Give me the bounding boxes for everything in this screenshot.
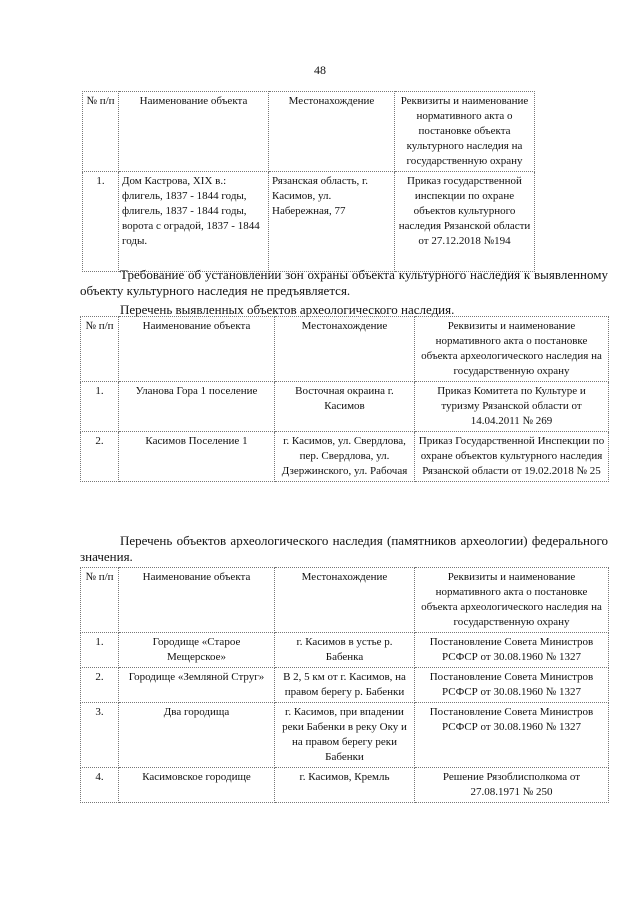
- table-header-row: [83, 92, 535, 172]
- cell-location: В 2, 5 км от г. Касимов, на правом берегу р. Бабенки: [275, 668, 415, 703]
- zone-requirement-paragraph: Требование об установлении зон охраны объекта культурного наследия к выявленному объекту культурного наследия не предъявляется.: [80, 267, 608, 298]
- cell-requisites: Приказ Комитета по Культуре и туризму Рязанской области от 14.04.2011 № 269: [415, 382, 609, 432]
- header-location: Местонахождение: [275, 568, 415, 633]
- cell-number: 3.: [81, 703, 119, 768]
- cell-number: 1.: [81, 382, 119, 432]
- cell-number: 2.: [81, 668, 119, 703]
- table-header-row: [81, 568, 609, 633]
- cell-object-name: Дом Кастрова, XIX в.: флигель, 1837 - 1844 годы, флигель, 1837 - 1844 годы, ворота с оградой, 1837 - 1844 годы.: [119, 172, 269, 272]
- cell-object-name: Городище «Старое Мещерское»: [119, 633, 275, 668]
- cell-object-name: Касимов Поселение 1: [119, 432, 275, 482]
- table-row: [83, 172, 535, 272]
- table-row: [81, 382, 609, 432]
- cell-requisites: Приказ Государственной Инспекции по охране объектов культурного наследия Рязанской области от 19.02.2018 № 25: [415, 432, 609, 482]
- page-number: 48: [314, 63, 326, 77]
- header-object-name: Наименование объекта: [119, 568, 275, 633]
- federal-archaeology-table: [80, 567, 609, 803]
- cell-number: 4.: [81, 768, 119, 803]
- header-number: № п/п: [81, 568, 119, 633]
- cell-object-name: Касимовское городище: [119, 768, 275, 803]
- cell-requisites: Постановление Совета Министров РСФСР от 30.08.1960 № 1327: [415, 668, 609, 703]
- header-number: № п/п: [81, 317, 119, 382]
- header-object-name: Наименование объекта: [119, 92, 269, 172]
- header-requisites: Реквизиты и наименование нормативного акта о постановке объекта археологического наследия на государственную охрану: [415, 568, 609, 633]
- cell-requisites: Постановление Совета Министров РСФСР от 30.08.1960 № 1327: [415, 633, 609, 668]
- table-row: [81, 633, 609, 668]
- cell-requisites: Приказ государственной инспекции по охране объектов культурного наследия Рязанской области от 27.12.2018 №194: [395, 172, 535, 272]
- cell-requisites: Постановление Совета Министров РСФСР от 30.08.1960 № 1327: [415, 703, 609, 768]
- cell-number: 1.: [81, 633, 119, 668]
- cell-object-name: Уланова Гора 1 поселение: [119, 382, 275, 432]
- cell-number: 1.: [83, 172, 119, 272]
- header-number: № п/п: [83, 92, 119, 172]
- cell-number: 2.: [81, 432, 119, 482]
- header-object-name: Наименование объекта: [119, 317, 275, 382]
- identified-objects-heading: Перечень выявленных объектов археологического наследия.: [120, 302, 455, 317]
- cell-object-name: Два городища: [119, 703, 275, 768]
- table-header-row: [81, 317, 609, 382]
- cell-location: г. Касимов в устье р. Бабенка: [275, 633, 415, 668]
- header-requisites: Реквизиты и наименование нормативного акта о постановке объекта археологического наследия на государственную охрану: [415, 317, 609, 382]
- cell-location: Восточная окраина г. Касимов: [275, 382, 415, 432]
- cell-location: Рязанская область, г. Касимов, ул. Набережная, 77: [269, 172, 395, 272]
- cell-location: г. Касимов, ул. Свердлова, пер. Свердлова, ул. Дзержинского, ул. Рабочая: [275, 432, 415, 482]
- table-row: [81, 768, 609, 803]
- table-row: [81, 432, 609, 482]
- header-requisites: Реквизиты и наименование нормативного акта о постановке объекта культурного наследия на государственную охрану: [395, 92, 535, 172]
- table-row: [81, 668, 609, 703]
- identified-archaeology-table: [80, 316, 609, 482]
- federal-objects-heading: Перечень объектов археологического наследия (памятников археологии) федерального значения.: [80, 533, 608, 564]
- table-row: [81, 703, 609, 768]
- cultural-heritage-table: [82, 91, 535, 272]
- header-location: Местонахождение: [275, 317, 415, 382]
- cell-object-name: Городище «Земляной Струг»: [119, 668, 275, 703]
- cell-location: г. Касимов, Кремль: [275, 768, 415, 803]
- cell-requisites: Решение Рязоблисполкома от 27.08.1971 № 250: [415, 768, 609, 803]
- cell-location: г. Касимов, при впадении реки Бабенки в реку Оку и на правом берегу реки Бабенки: [275, 703, 415, 768]
- header-location: Местонахождение: [269, 92, 395, 172]
